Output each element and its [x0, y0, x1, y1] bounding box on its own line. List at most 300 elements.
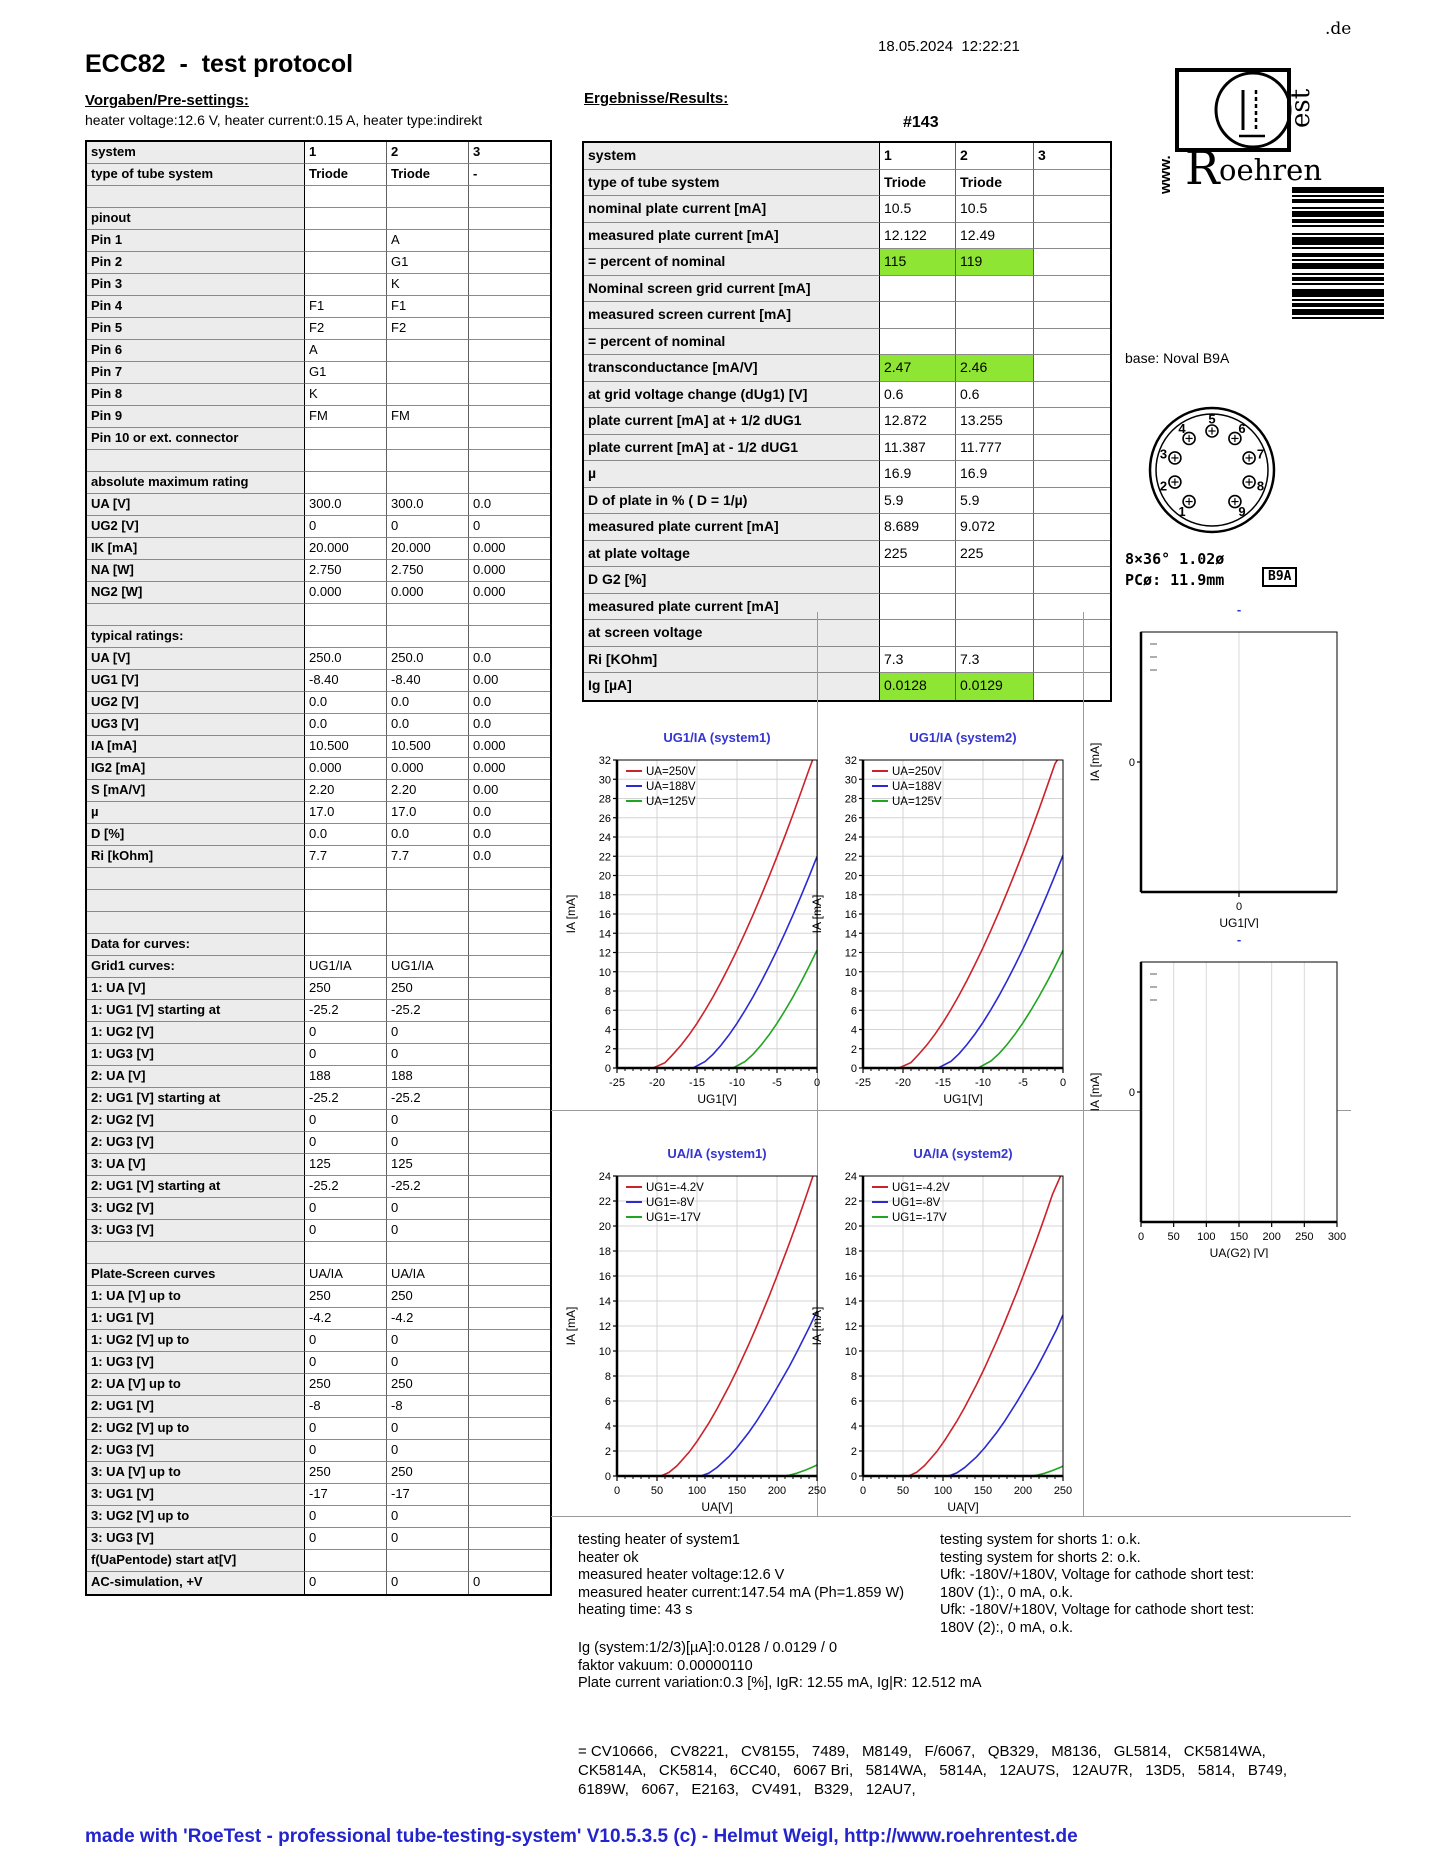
- value-cell: 0: [305, 1220, 387, 1242]
- row-label-cell: 3: UG1 [V]: [87, 1484, 305, 1506]
- value-cell: 0: [387, 1528, 469, 1550]
- value-cell: G1: [305, 362, 387, 384]
- value-cell: [387, 208, 469, 230]
- table-row: [87, 362, 550, 384]
- x-axis-label: UG1[V]: [943, 1092, 983, 1106]
- x-tick-label: -15: [689, 1077, 705, 1089]
- value-cell: [1034, 541, 1110, 568]
- y-tick-label: 0: [850, 1063, 857, 1075]
- row-label-cell: 1: UG2 [V] up to: [87, 1330, 305, 1352]
- value-cell: 0: [305, 516, 387, 538]
- results-table: [582, 141, 1112, 702]
- legend-label: UA=125V: [892, 796, 942, 808]
- value-cell: -25.2: [305, 1176, 387, 1198]
- row-label-cell: [87, 186, 305, 208]
- row-label-cell: 3: UG3 [V]: [87, 1220, 305, 1242]
- value-cell: -8.40: [305, 670, 387, 692]
- legend-label: UG1=-17V: [646, 1212, 701, 1224]
- value-cell: 7.3: [956, 647, 1034, 674]
- value-cell: 225: [880, 541, 956, 568]
- value-cell: 17.0: [387, 802, 469, 824]
- x-tick-label: 0: [813, 1077, 821, 1089]
- value-cell: [387, 428, 469, 450]
- value-cell: 0: [305, 1572, 387, 1594]
- row-label-cell: 1: UA [V] up to: [87, 1286, 305, 1308]
- pin-number: 7: [1256, 446, 1265, 462]
- value-cell: [469, 252, 550, 274]
- table-row: [584, 355, 1110, 382]
- value-cell: 0.000: [387, 758, 469, 780]
- row-label-cell: Ri [kOhm]: [87, 846, 305, 868]
- table-row: [584, 514, 1110, 541]
- value-cell: [469, 890, 550, 912]
- value-cell: FM: [305, 406, 387, 428]
- value-cell: 250: [305, 1462, 387, 1484]
- y-tick-label: 4: [850, 1024, 857, 1037]
- value-cell: 10.5: [880, 196, 956, 223]
- y-tick-label: 10: [598, 966, 611, 979]
- value-cell: [1034, 408, 1110, 435]
- value-cell: [956, 329, 1034, 356]
- value-cell: [469, 1000, 550, 1022]
- row-label-cell: Pin 4: [87, 296, 305, 318]
- table-row: [584, 170, 1110, 197]
- value-cell: [305, 186, 387, 208]
- legend-label: UA=250V: [646, 766, 696, 778]
- value-cell: [469, 1418, 550, 1440]
- y-tick-label: 12: [844, 947, 857, 960]
- y-tick-label: 16: [598, 1271, 611, 1283]
- value-cell: [469, 1506, 550, 1528]
- y-axis-label: IA [mA]: [1088, 742, 1102, 782]
- value-cell: [387, 934, 469, 956]
- table-row: [87, 626, 550, 648]
- note-line: 6189W, 6067, E2163, CV491, B329, 12AU7,: [578, 1781, 916, 1798]
- note-line: Ig (system:1/2/3)[µA]:0.0128 / 0.0129 / 0: [578, 1640, 838, 1656]
- value-cell: [305, 230, 387, 252]
- value-cell: [387, 1242, 469, 1264]
- table-row: [87, 824, 550, 846]
- value-cell: G1: [387, 252, 469, 274]
- value-cell: 0.0: [469, 846, 550, 868]
- x-tick-label: -20: [895, 1077, 911, 1089]
- value-cell: 225: [956, 541, 1034, 568]
- logo-est-text: est: [1286, 88, 1316, 128]
- value-cell: -25.2: [305, 1088, 387, 1110]
- value-cell: [469, 296, 550, 318]
- y-tick-label: 16: [598, 909, 611, 921]
- table-row: [87, 648, 550, 670]
- table-row: [87, 1242, 550, 1264]
- y-axis-label: IA [mA]: [564, 894, 578, 934]
- value-cell: 0.000: [469, 736, 550, 758]
- note-line: heater ok: [578, 1549, 639, 1566]
- y-tick-label: 24: [844, 832, 857, 844]
- value-cell: [387, 912, 469, 934]
- x-tick-label: -25: [609, 1077, 625, 1089]
- value-cell: [1034, 514, 1110, 541]
- value-cell: 0: [387, 1352, 469, 1374]
- value-cell: [469, 1550, 550, 1572]
- table-row: [87, 252, 550, 274]
- row-label-cell: measured plate current [mA]: [584, 223, 880, 250]
- table-row: [87, 1110, 550, 1132]
- row-label-cell: 2: UG3 [V]: [87, 1440, 305, 1462]
- row-label-cell: Pin 3: [87, 274, 305, 296]
- value-cell: 0.00: [469, 780, 550, 802]
- note-line: = CV10666, CV8221, CV8155, 7489, M8149, F/6067, QB329, M8136, GL5814, CK5814WA,: [578, 1743, 1266, 1760]
- row-label-cell: 1: UG2 [V]: [87, 1022, 305, 1044]
- value-cell: 0.6: [956, 382, 1034, 409]
- y-tick-label: 20: [598, 1221, 611, 1233]
- row-label-cell: Pin 7: [87, 362, 305, 384]
- chart-title: -: [1236, 932, 1242, 947]
- value-cell: 2.20: [387, 780, 469, 802]
- table-row: [87, 296, 550, 318]
- x-tick-label: 300: [1327, 1231, 1347, 1243]
- value-cell: 13.255: [956, 408, 1034, 435]
- row-label-cell: 2: UG1 [V] starting at: [87, 1176, 305, 1198]
- table-row: [87, 1330, 550, 1352]
- row-label-cell: [87, 1242, 305, 1264]
- x-tick-label: -5: [1018, 1077, 1028, 1089]
- y-tick-label: 14: [844, 1296, 857, 1308]
- value-cell: 0: [305, 1044, 387, 1066]
- value-cell: [305, 208, 387, 230]
- note-line: CK5814A, CK5814, 6CC40, 6067 Bri, 5814WA, 5814A, 12AU7S, 12AU7R, 13D5, 5814, B749,: [578, 1762, 1288, 1779]
- row-label-cell: 3: UG3 [V]: [87, 1528, 305, 1550]
- x-tick-label: 200: [767, 1485, 787, 1497]
- x-axis-label: UA(G2) [V]: [1209, 1246, 1269, 1258]
- x-tick-label: 100: [1197, 1231, 1216, 1243]
- value-cell: [387, 868, 469, 890]
- grid-current-notes: [578, 1640, 982, 1693]
- table-row: [87, 208, 550, 230]
- value-cell: [305, 428, 387, 450]
- row-label-cell: Pin 8: [87, 384, 305, 406]
- value-cell: 2.46: [956, 355, 1034, 382]
- value-cell: 0: [387, 1044, 469, 1066]
- value-cell: [469, 1396, 550, 1418]
- legend-label: UG1=-4.2V: [646, 1182, 704, 1194]
- value-cell: [469, 1462, 550, 1484]
- table-row: [584, 329, 1110, 356]
- value-cell: 0.000: [469, 560, 550, 582]
- value-cell: 125: [305, 1154, 387, 1176]
- value-cell: 250: [305, 978, 387, 1000]
- value-cell: 0: [305, 1110, 387, 1132]
- value-cell: [469, 274, 550, 296]
- chart-svg: [801, 726, 1091, 1126]
- value-cell: 0: [305, 1022, 387, 1044]
- value-cell: [387, 340, 469, 362]
- value-cell: [469, 1154, 550, 1176]
- y-tick-label: 16: [844, 909, 857, 921]
- value-cell: -8.40: [387, 670, 469, 692]
- value-cell: 0.000: [469, 758, 550, 780]
- y-tick-label: 6: [850, 1005, 857, 1018]
- value-cell: 0.0: [305, 692, 387, 714]
- value-cell: 0.0: [469, 802, 550, 824]
- value-cell: F1: [305, 296, 387, 318]
- table-row: [87, 1418, 550, 1440]
- value-cell: [469, 450, 550, 472]
- value-cell: 12.872: [880, 408, 956, 435]
- value-cell: 0: [387, 1418, 469, 1440]
- value-cell: [880, 567, 956, 594]
- value-cell: [956, 620, 1034, 647]
- value-cell: 0: [473, 1574, 481, 1589]
- value-cell: 0: [387, 1572, 469, 1594]
- pin-number: 6: [1238, 421, 1246, 437]
- row-label-cell: [87, 604, 305, 626]
- value-cell: 0: [305, 1418, 387, 1440]
- value-cell: 0: [305, 1352, 387, 1374]
- value-cell: F2: [387, 318, 469, 340]
- table-row: [87, 1286, 550, 1308]
- note-line: measured heater voltage:12.6 V: [578, 1567, 785, 1583]
- y-tick-label: 12: [598, 947, 611, 960]
- value-cell: 0.0: [387, 714, 469, 736]
- y-tick-label: 14: [598, 928, 611, 941]
- value-cell: [1034, 302, 1110, 329]
- value-cell: 0.0: [469, 648, 550, 670]
- chart-title: UA/IA (system1): [667, 1146, 767, 1161]
- chart-svg: [1085, 928, 1385, 1258]
- note-line: testing system for shorts 1: o.k.: [940, 1532, 1141, 1548]
- value-cell: [469, 472, 550, 494]
- page-title: ECC82 - test protocol: [85, 50, 354, 78]
- row-label-cell: [87, 868, 305, 890]
- row-label-cell: 2: UG1 [V] starting at: [87, 1088, 305, 1110]
- y-tick-label: 0: [1128, 757, 1135, 769]
- value-cell: 119: [956, 249, 1034, 276]
- row-label-cell: at screen voltage: [584, 620, 880, 647]
- table-row: [87, 1022, 550, 1044]
- y-tick-label: 22: [844, 1196, 857, 1208]
- value-cell: UG1/IA: [305, 956, 387, 978]
- value-cell: [469, 1308, 550, 1330]
- value-cell: 20.000: [387, 538, 469, 560]
- table-row: [87, 164, 550, 186]
- value-cell: [469, 384, 550, 406]
- legend-label: UG1=-4.2V: [892, 1182, 950, 1194]
- table-row: [87, 1066, 550, 1088]
- legend-label: UA=250V: [892, 766, 942, 778]
- row-label-cell: Nominal screen grid current [mA]: [584, 276, 880, 303]
- table-row: [584, 276, 1110, 303]
- row-label-cell: Data for curves:: [87, 934, 305, 956]
- presettings-heading: Vorgaben/Pre-settings:: [85, 92, 249, 109]
- y-tick-label: 4: [604, 1024, 611, 1037]
- socket-dimension-line1: 8×36° 1.02ø: [1125, 550, 1225, 568]
- value-cell: 0: [387, 1110, 469, 1132]
- x-tick-label: 150: [1229, 1231, 1249, 1243]
- value-cell: 188: [387, 1066, 469, 1088]
- value-cell: [469, 1022, 550, 1044]
- row-label-cell: UA [V]: [87, 494, 305, 516]
- row-label-cell: pinout: [87, 208, 305, 230]
- value-cell: 20.000: [305, 538, 387, 560]
- y-axis-label: IA [mA]: [810, 1306, 824, 1346]
- value-cell: 250: [387, 1374, 469, 1396]
- value-cell: 10.500: [387, 736, 469, 758]
- value-cell: [469, 230, 550, 252]
- table-row: [87, 670, 550, 692]
- table-row: [87, 714, 550, 736]
- y-tick-label: 8: [850, 1371, 857, 1383]
- x-tick-label: 200: [1262, 1231, 1281, 1243]
- y-tick-label: 2: [850, 1043, 857, 1056]
- value-cell: A: [305, 340, 387, 362]
- value-cell: 250.0: [305, 648, 387, 670]
- pin-number: 1: [1178, 503, 1186, 519]
- table-row: [584, 435, 1110, 462]
- y-tick-label: 26: [844, 812, 857, 825]
- row-label-cell: Ri [KOhm]: [584, 647, 880, 674]
- y-tick-label: 6: [850, 1396, 857, 1408]
- value-cell: [387, 384, 469, 406]
- value-cell: [469, 1374, 550, 1396]
- row-label-cell: Pin 10 or ext. connector: [87, 428, 305, 450]
- value-cell: [469, 1264, 550, 1286]
- pin-number: 8: [1256, 478, 1265, 494]
- value-cell: [469, 1110, 550, 1132]
- value-cell: 11.387: [880, 435, 956, 462]
- table-row: [87, 538, 550, 560]
- value-cell: 1: [305, 142, 387, 164]
- row-label-cell: 1: UG3 [V]: [87, 1352, 305, 1374]
- value-cell: 9.072: [956, 514, 1034, 541]
- value-cell: [305, 274, 387, 296]
- value-cell: 0: [387, 1330, 469, 1352]
- value-cell: F2: [305, 318, 387, 340]
- value-cell: [1034, 435, 1110, 462]
- table-row: [87, 736, 550, 758]
- row-label-cell: µ: [87, 802, 305, 824]
- y-tick-label: 6: [604, 1005, 611, 1018]
- value-cell: [469, 1484, 550, 1506]
- value-cell: [305, 1550, 387, 1572]
- table-row: [87, 340, 550, 362]
- table-row: [87, 318, 550, 340]
- y-tick-label: 8: [850, 986, 857, 998]
- row-label-cell: AC-simulation, +V: [87, 1572, 305, 1594]
- table-row: [584, 408, 1110, 435]
- value-cell: [469, 428, 550, 450]
- table-row: [584, 382, 1110, 409]
- value-cell: -8: [305, 1396, 387, 1418]
- note-line: testing system for shorts 2: o.k.: [940, 1549, 1141, 1566]
- row-label-cell: 2: UA [V] up to: [87, 1374, 305, 1396]
- x-tick-label: -10: [729, 1077, 745, 1089]
- value-cell: [956, 276, 1034, 303]
- value-cell: 115: [880, 249, 956, 276]
- table-row: [584, 594, 1110, 621]
- table-row: [584, 673, 1110, 700]
- value-cell: 0: [387, 1220, 469, 1242]
- value-cell: 300.0: [305, 494, 387, 516]
- value-cell: [305, 868, 387, 890]
- value-cell: [880, 329, 956, 356]
- value-cell: 125: [387, 1154, 469, 1176]
- value-cell: 7.3: [880, 647, 956, 674]
- y-tick-label: 8: [604, 1371, 611, 1383]
- value-cell: [1034, 567, 1110, 594]
- row-label-cell: UG2 [V]: [87, 692, 305, 714]
- table-row: [87, 186, 550, 208]
- y-tick-label: 22: [844, 851, 857, 864]
- row-label-cell: Grid1 curves:: [87, 956, 305, 978]
- value-cell: UG1/IA: [387, 956, 469, 978]
- table-row: [87, 692, 550, 714]
- value-cell: [387, 604, 469, 626]
- row-label-cell: absolute maximum rating: [87, 472, 305, 494]
- x-tick-label: 150: [727, 1485, 747, 1497]
- y-tick-label: 2: [604, 1446, 611, 1458]
- value-cell: [305, 626, 387, 648]
- table-row: [87, 758, 550, 780]
- value-cell: 3: [1034, 143, 1110, 170]
- y-tick-label: 10: [844, 1346, 857, 1358]
- table-row: [87, 1264, 550, 1286]
- legend-label: UG1=-17V: [892, 1212, 947, 1224]
- row-label-cell: UA [V]: [87, 648, 305, 670]
- value-cell: 1: [880, 143, 956, 170]
- row-label-cell: type of tube system: [584, 170, 880, 197]
- value-cell: [469, 1352, 550, 1374]
- x-tick-label: 0: [1235, 901, 1243, 913]
- y-tick-label: 30: [598, 774, 611, 787]
- value-cell: [1034, 329, 1110, 356]
- table-row: [584, 541, 1110, 568]
- table-row: [87, 1484, 550, 1506]
- value-cell: [469, 978, 550, 1000]
- value-cell: 0.0: [469, 824, 550, 846]
- chart-ua-ia-system3-empty: [1085, 928, 1385, 1263]
- table-row: [584, 143, 1110, 170]
- table-row: [584, 567, 1110, 594]
- table-row: [87, 450, 550, 472]
- table-row: [87, 1088, 550, 1110]
- value-cell: 250: [387, 978, 469, 1000]
- row-label-cell: plate current [mA] at + 1/2 dUG1: [584, 408, 880, 435]
- results-heading: Ergebnisse/Results:: [584, 90, 729, 107]
- presettings-table: [85, 140, 552, 1596]
- value-cell: 0.0: [387, 692, 469, 714]
- row-label-cell: = percent of nominal: [584, 249, 880, 276]
- table-row: [87, 934, 550, 956]
- table-row: [87, 472, 550, 494]
- x-tick-label: 250: [1295, 1231, 1314, 1243]
- value-cell: [469, 406, 550, 428]
- value-cell: 2: [387, 142, 469, 164]
- value-cell: -25.2: [387, 1176, 469, 1198]
- value-cell: [469, 912, 550, 934]
- row-label-cell: S [mA/V]: [87, 780, 305, 802]
- value-cell: 12.49: [956, 223, 1034, 250]
- y-tick-label: 0: [850, 1471, 857, 1483]
- y-tick-label: 20: [844, 870, 857, 883]
- table-row: [87, 1154, 550, 1176]
- y-tick-label: 20: [844, 1221, 857, 1233]
- row-label-cell: at plate voltage: [584, 541, 880, 568]
- row-label-cell: [87, 450, 305, 472]
- x-axis-label: UA[V]: [701, 1500, 733, 1514]
- value-cell: 0.000: [387, 582, 469, 604]
- value-cell: [1034, 223, 1110, 250]
- y-tick-label: 24: [844, 1171, 857, 1183]
